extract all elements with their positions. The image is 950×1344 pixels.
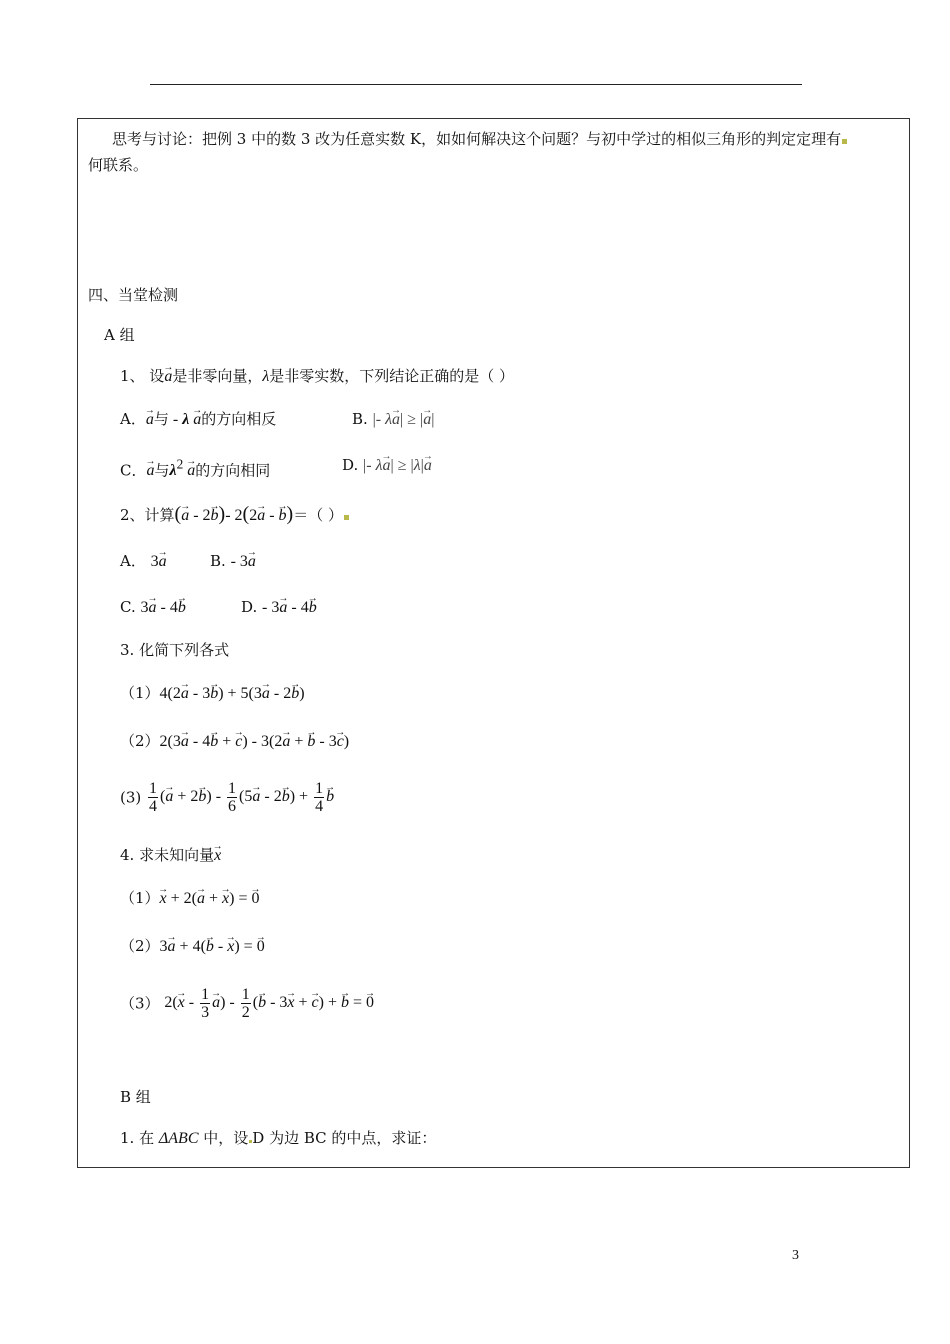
q4-item-3: （3） 2(→ x - $\frac{1}{3}$ → a) - $\frac{1}{2}$ (→ b - 3→ x + → c) + → b = → 0 [120,986,374,1021]
section-heading: 四、当堂检测 [88,286,179,304]
header-rule [150,84,802,85]
question-3-title: 3. 化简下列各式 [120,641,230,659]
page-number: 3 [792,1248,799,1263]
q4-item-1: （1）→ x + 2(→ a + → x) = → 0 [120,888,260,909]
question-1: 1、 设→ a是非零向量，λ是非零实数，下列结论正确的是（ ） [120,366,514,387]
group-a-label: A 组 [104,326,135,344]
question-4-title: 4. 求未知向量→ x [120,845,221,866]
q2-option-d: D. - 3→ a - 4→ b [241,597,317,618]
question-2: 2、计算(→ a - 2→ b)- 2(2→ a - → b)＝（ ） [120,504,349,526]
q1-option-b: B. |- λ→ a| ≥ |→ a| [352,409,434,430]
q2-option-b: B. - 3→ a [210,551,256,572]
discussion-line-1: 思考与讨论：把例 3 中的数 3 改为任意实数 K，如如何解决这个问题？与初中学过的相似三角形的判定定理有 [112,129,847,149]
q2-option-c: C. 3→ a - 4→ b [120,597,186,618]
group-b-label: B 组 [120,1088,151,1106]
marker-dot [842,139,847,144]
q3-item-3: (3) $\frac{1}{4}$ (→ a + 2→ b) - $\frac{1}{6}$ (5→ a - 2→ b) + $\frac{1}{4}$ → b [120,780,334,815]
marker-dot [344,515,349,520]
q2-option-a: A． 3→ a [120,551,167,572]
b-question-1: 1. 在 ΔABC 中，设 D 为边 BC 的中点，求证： [120,1129,437,1147]
q1-option-c: C．→ a与$\lambda^2 \to a$的方向相同 [120,455,270,481]
q3-item-1: （1）4(2→ a - 3→ b) + 5(3→ a - 2→ b) [120,683,305,704]
q3-item-2: （2）2(3→ a - 4→ b + → c) - 3(2→ a + → b - 3→ c) [120,731,349,752]
q1-option-d: D. |- λ→ a| ≥ |λ|→ a [342,455,432,476]
discussion-line-2: 何联系。 [88,156,149,174]
q4-item-2: （2）3→ a + 4(→ b - → x) = → 0 [120,936,265,957]
q1-option-a: A．→ a与 - λ → a的方向相反 [120,409,276,430]
